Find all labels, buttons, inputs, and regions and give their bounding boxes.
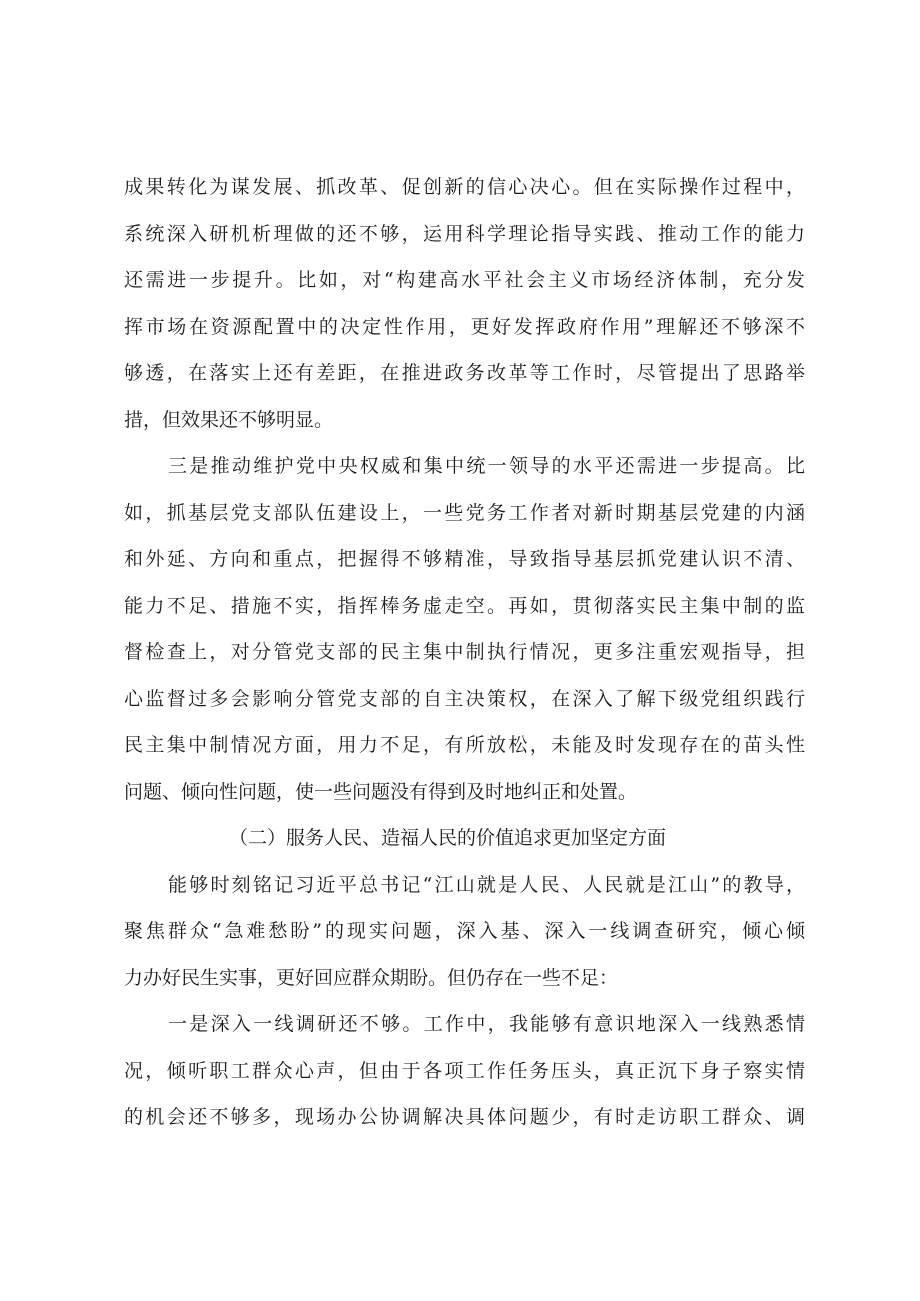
text-line: 和外延、方向和重点，把握得不够精准，导致指导基层抓党建认识不清、 bbox=[124, 548, 805, 570]
text-line: 系统深入研机析理做的还不够，运用科学理论指导实践、推动工作的能力 bbox=[124, 222, 805, 245]
text-line: 况，倾听职工群众心声，但由于各项工作任务压头，真正沉下身子察实情 bbox=[124, 1059, 805, 1082]
text-line: 能力不足、措施不实，指挥棒务虚走空。再如，贯彻落实民主集中制的监 bbox=[124, 594, 805, 617]
document-body bbox=[124, 164, 805, 1141]
paragraph-continuation bbox=[124, 164, 805, 443]
text-line: 如，抓基层党支部队伍建设上，一些党务工作者对新时期基层党建的内涵 bbox=[124, 501, 805, 524]
text-line: 三是推动维护党中央权威和集中统一领导的水平还需进一步提高。比 bbox=[168, 455, 805, 477]
paragraph-section-intro bbox=[124, 862, 805, 1002]
text-line: 问题、倾向性问题，使一些问题没有得到及时地纠正和处置。 bbox=[124, 780, 638, 803]
text-line: 措，但效果还不够明显。 bbox=[124, 408, 334, 431]
text-line: 民主集中制情况方面，用力不足，有所放松，未能及时发现存在的苗头性 bbox=[124, 734, 805, 756]
paragraph-point-one bbox=[124, 1001, 805, 1141]
text-line: 成果转化为谋发展、抓改革、促创新的信心决心。但在实际操作过程中， bbox=[124, 176, 805, 198]
text-line: 聚焦群众“急难愁盼”的现实问题，深入基、深入一线调查研究，倾心倾 bbox=[124, 920, 805, 942]
text-line: 还需进一步提升。比如，对“构建高水平社会主义市场经济体制，充分发 bbox=[124, 269, 805, 291]
text-line: 心监督过多会影响分管党支部的自主决策权，在深入了解下级党组织践行 bbox=[124, 687, 805, 710]
section-heading-two bbox=[124, 815, 805, 862]
text-line: 一是深入一线调研还不够。工作中，我能够有意识地深入一线熟悉情 bbox=[168, 1013, 805, 1035]
text-line: 力办好民生实事，更好回应群众期盼。但仍存在一些不足： bbox=[124, 966, 619, 989]
text-line: 能够时刻铭记习近平总书记“江山就是人民、人民就是江山”的教导， bbox=[168, 873, 805, 896]
text-line: 挥市场在资源配置中的决定性作用，更好发挥政府作用”理解还不够深不 bbox=[124, 315, 805, 338]
section-heading-text: （二）服务人民、造福人民的价值追求更加坚定方面 bbox=[229, 827, 667, 849]
text-line: 够透，在落实上还有差距，在推进政务改革等工作时，尽管提出了思路举 bbox=[124, 362, 805, 384]
text-line: 督检查上，对分管党支部的民主集中制执行情况，更多注重宏观指导，担 bbox=[124, 641, 805, 663]
text-line: 的机会还不够多，现场办公协调解决具体问题少，有时走访职工群众、调 bbox=[124, 1106, 805, 1128]
paragraph-point-three bbox=[124, 443, 805, 815]
